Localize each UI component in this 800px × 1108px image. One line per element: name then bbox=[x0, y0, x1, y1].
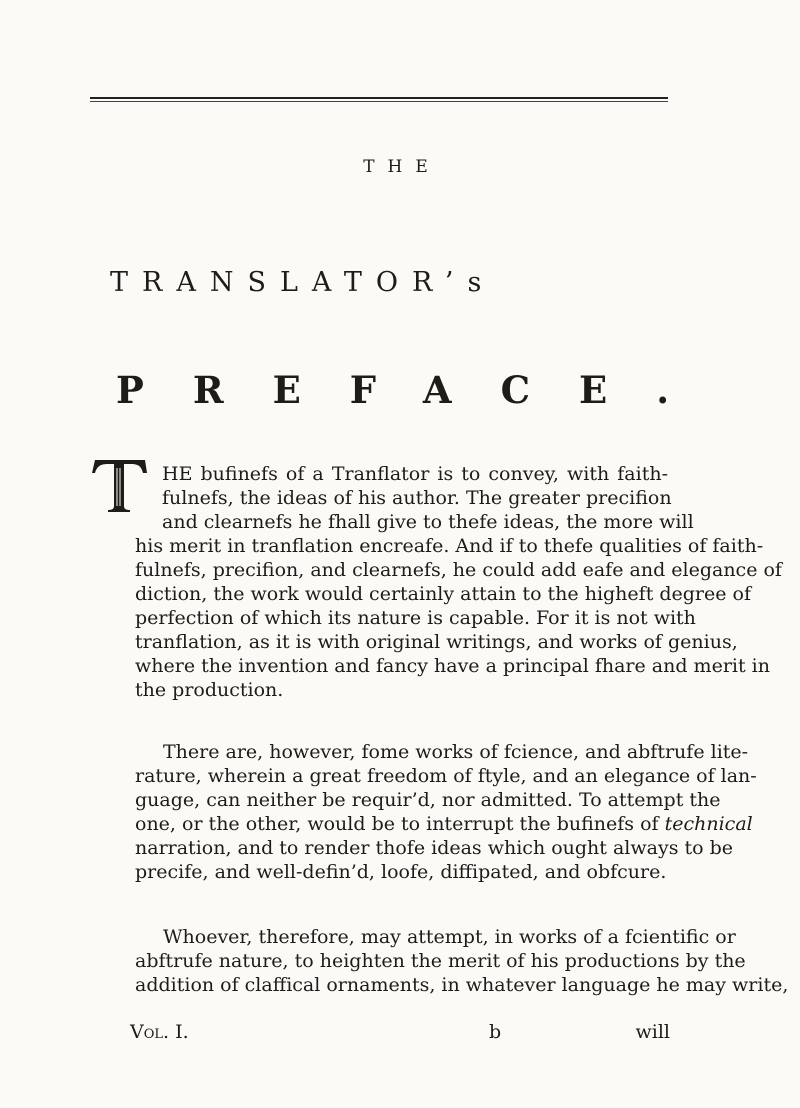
catchword: will bbox=[635, 1021, 670, 1043]
text-line: There are, however, fome works of fcience, and abftrufe lite- bbox=[163, 741, 749, 763]
text-line: and clearnefs he fhall give to thefe ideas, the more will bbox=[162, 511, 694, 533]
text-line: diction, the work would certainly attain to the higheft degree of bbox=[135, 583, 752, 605]
text-line: addition of claffical ornaments, in whatever language he may write, bbox=[135, 974, 789, 996]
dropcap-t-icon bbox=[92, 458, 148, 512]
italic-word: technical bbox=[664, 813, 753, 835]
title-preface: PREFACE. bbox=[116, 368, 719, 412]
text-line: rature, wherein a great freedom of ftyle, and an elegance of lan- bbox=[135, 765, 757, 787]
text-line: HE bufinefs of a Tranflator is to convey, with faith- bbox=[162, 463, 668, 485]
volume-label: Vol. I. bbox=[130, 1021, 189, 1043]
text-line: where the invention and fancy have a principal fhare and merit in bbox=[135, 655, 770, 677]
text-line: narration, and to render thofe ideas which ought always to be bbox=[135, 837, 734, 859]
text-line: Whoever, therefore, may attempt, in works of a fcientific or bbox=[163, 926, 736, 948]
header-rule-thin bbox=[90, 101, 668, 102]
text-line: perfection of which its nature is capable. For it is not with bbox=[135, 607, 696, 629]
title-the: THE bbox=[363, 157, 441, 177]
text-line: fulnefs, the ideas of his author. The greater precifion bbox=[162, 487, 672, 509]
text-line: guage, can neither be requir’d, nor admitted. To attempt the bbox=[135, 789, 721, 811]
text-line: his merit in tranflation encreafe. And if to thefe qualities of faith- bbox=[135, 535, 764, 557]
text-line: fulnefs, precifion, and clearnefs, he could add eafe and elegance of bbox=[135, 559, 782, 581]
signature-mark: b bbox=[489, 1021, 502, 1043]
text-line: precife, and well-defin’d, loofe, diffipated, and obfcure. bbox=[135, 861, 667, 883]
title-translators: TRANSLATOR’s bbox=[110, 267, 496, 298]
text-line: abftrufe nature, to heighten the merit of his productions by the bbox=[135, 950, 746, 972]
header-rule bbox=[90, 97, 668, 99]
text-line: the production. bbox=[135, 679, 284, 701]
page-footer bbox=[130, 1021, 670, 1045]
text-line-with-italic: one, or the other, would be to interrupt the bufinefs of technical bbox=[135, 813, 753, 835]
text-line: tranflation, as it is with original writings, and works of genius, bbox=[135, 631, 738, 653]
